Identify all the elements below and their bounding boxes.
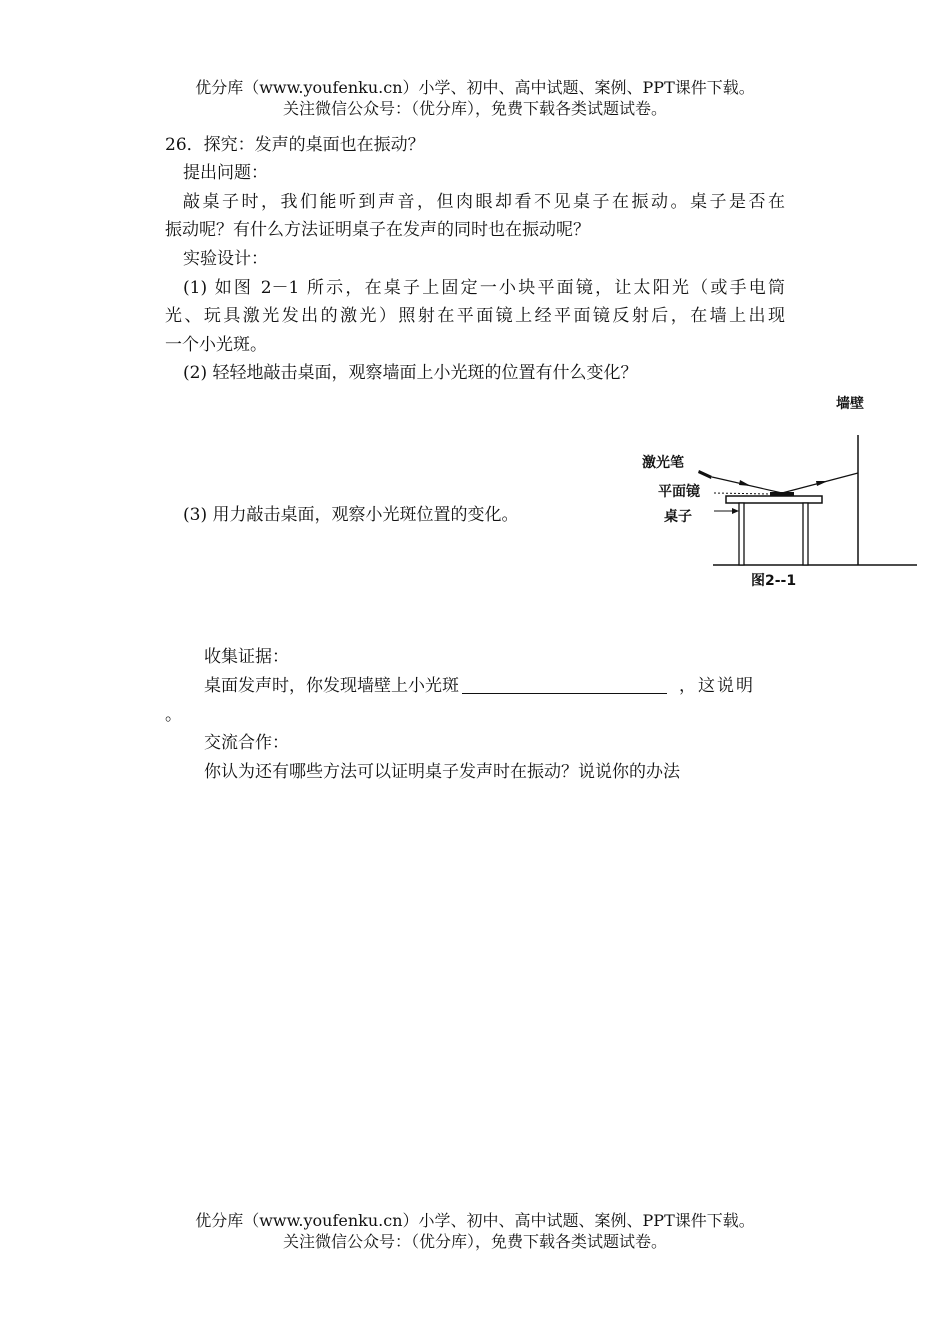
table-label: 桌子 (664, 509, 692, 525)
laser-label: 激光笔 (642, 455, 684, 471)
raise-question-text-1: 敲桌子时，我们能听到声音，但肉眼却看不见桌子在振动。桌子是否在 (183, 192, 785, 212)
page-header-bottom (0, 1210, 950, 1252)
evidence-suffix: ，这说明 (679, 676, 755, 696)
evidence-label: 收集证据： (204, 647, 289, 667)
raise-question-label: 提出问题： (183, 163, 268, 183)
reflected-arrow (816, 481, 828, 486)
figure-2-1 (636, 390, 921, 595)
evidence-end: 。 (165, 705, 182, 725)
footer-line-2: 关注微信公众号：（优分库），免费下载各类试题试卷。 (282, 1232, 667, 1251)
page-header-top (0, 77, 950, 119)
step1-line-2: 光、玩具激光发出的激光）照射在平面镜上经平面镜反射后，在墙上出现 (165, 306, 785, 326)
mirror-label: 平面镜 (658, 484, 700, 500)
table-top (726, 496, 822, 503)
figure-caption: 图2--1 (751, 573, 797, 589)
question-title: 26．探究：发声的桌面也在振动？ (165, 135, 425, 155)
exchange-label: 交流合作： (204, 733, 289, 753)
wall-label: 墙壁 (836, 396, 864, 412)
answer-blank[interactable] (462, 675, 667, 694)
evidence-sentence (204, 674, 786, 698)
header-line-1: 优分库（www.youfenku.cn）小学、初中、高中试题、案例、PPT课件下载。 (195, 78, 755, 97)
step1-line-1: (1) 如图 2－1 所示，在桌子上固定一小块平面镜，让太阳光（或手电筒 (183, 278, 785, 298)
exchange-text: 你认为还有哪些方法可以证明桌子发声时在振动？说说你的办法 (204, 762, 680, 782)
mirror-pointer (714, 493, 770, 494)
laser-pen (698, 470, 712, 479)
table-leg-right (803, 503, 808, 565)
step1-line-3: 一个小光斑。 (165, 335, 267, 355)
step3-text: (3) 用力敲击桌面，观察小光斑位置的变化。 (183, 505, 519, 525)
step2-text: (2) 轻轻地敲击桌面，观察墙面上小光斑的位置有什么变化？ (183, 363, 638, 383)
table-pointer-arrow (732, 508, 739, 514)
table-leg-left (739, 503, 744, 565)
incident-arrow (739, 480, 751, 486)
header-line-2: 关注微信公众号：（优分库），免费下载各类试题试卷。 (282, 99, 667, 118)
evidence-prefix: 桌面发声时，你发现墙壁上小光斑 (204, 676, 459, 696)
footer-line-1: 优分库（www.youfenku.cn）小学、初中、高中试题、案例、PPT课件下载。 (195, 1211, 755, 1230)
design-label: 实验设计： (183, 249, 268, 269)
raise-question-text-2: 振动呢？有什么方法证明桌子在发声的同时也在振动呢？ (165, 220, 590, 240)
